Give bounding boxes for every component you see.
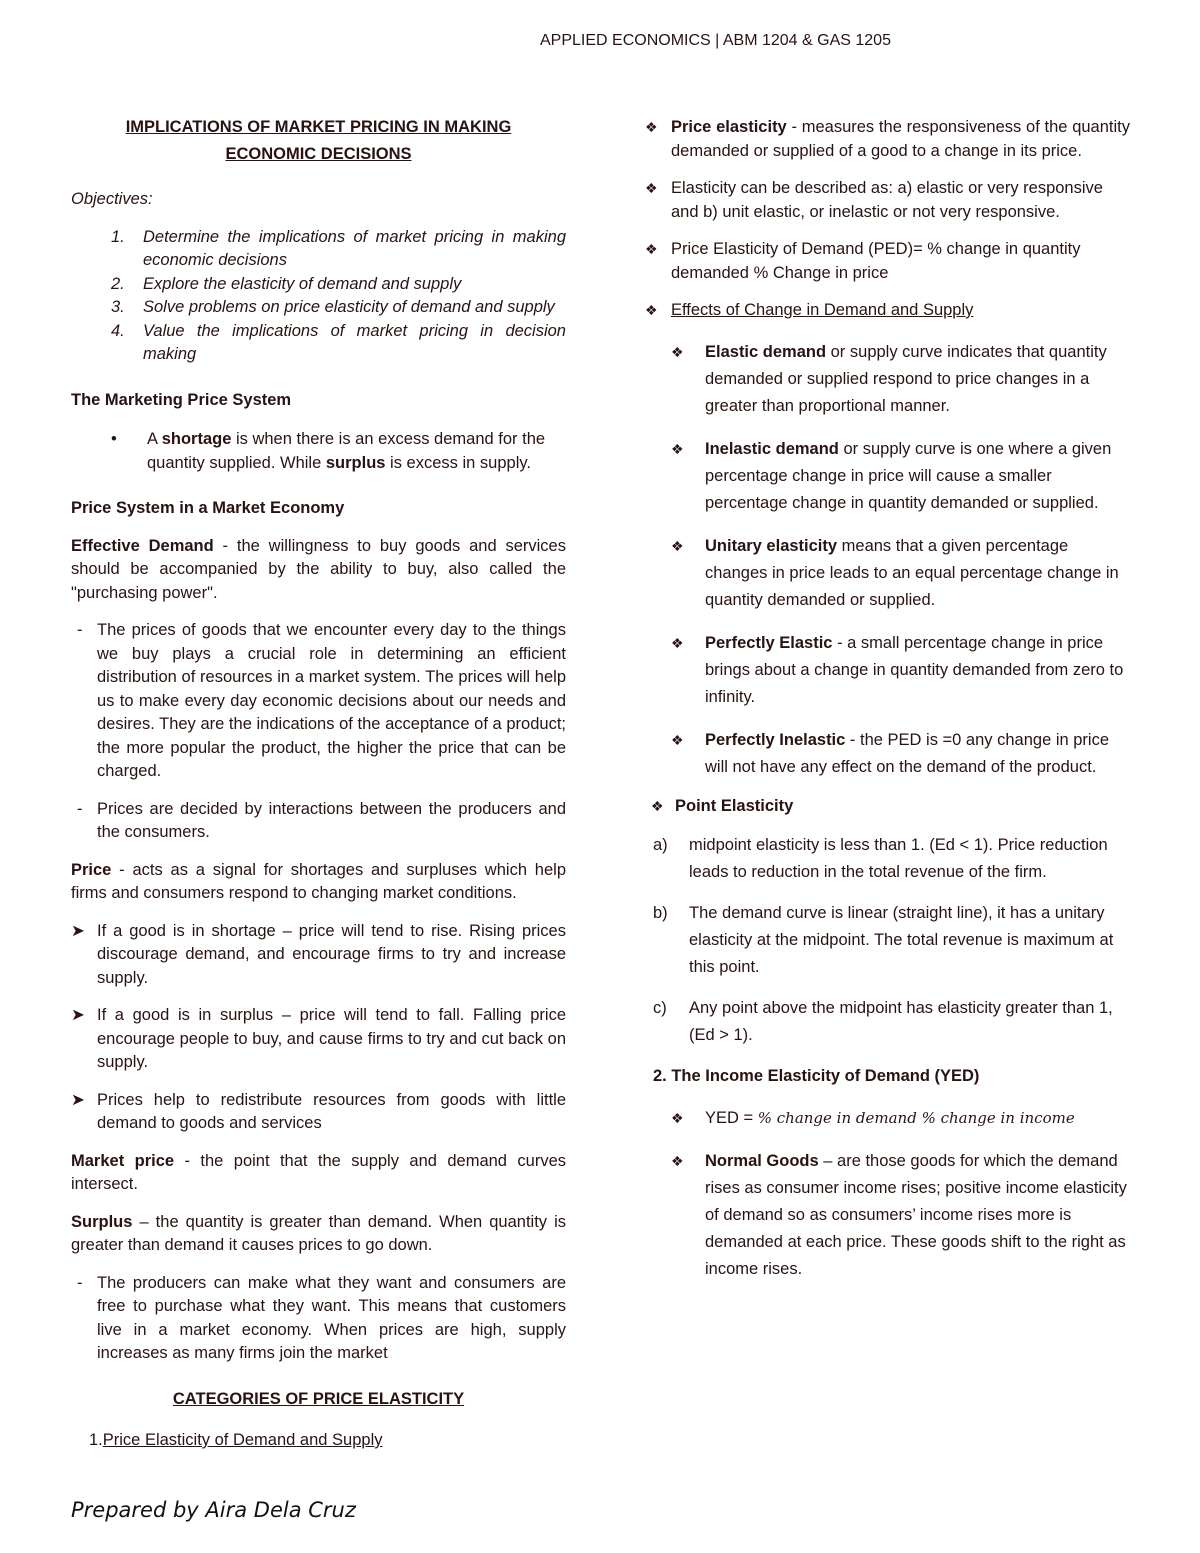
list-item: ❖ Inelastic demand or supply curve is one where a given percentage change in price will cause a smaller percentage change in quantity demanded or supplied. — [645, 436, 1130, 517]
list-item: ❖ Price elasticity - measures the responsiveness of the quantity demanded or supplied of a good to a change in its price. — [645, 116, 1130, 163]
list-item: ❖ Perfectly Elastic - a small percentage change in price brings about a change in quantity demanded from zero to infinity. — [645, 630, 1130, 711]
arrow-icon: ➤ — [71, 921, 85, 940]
diamond-bullet-icon: ❖ — [671, 537, 684, 554]
list-item: 4. Value the implications of market pricing in decision making — [111, 321, 566, 363]
list-item: ❖ Elasticity can be described as: a) elastic or very responsive and b) unit elastic, or inelastic or not very responsive. — [645, 177, 1130, 224]
diamond-bullet-icon: ❖ — [645, 241, 658, 257]
diamond-bullet-icon: ❖ — [671, 440, 684, 457]
arrow-item: ➤ If a good is in shortage – price will tend to rise. Rising prices discourage demand, and encourage firms to try and increase supply. — [71, 920, 566, 991]
dash-item: - Prices are decided by interactions between the producers and the consumers. — [77, 799, 566, 841]
yed-heading: 2. The Income Elasticity of Demand (YED) — [653, 1067, 980, 1085]
diamond-bullet-icon: ❖ — [671, 1109, 684, 1126]
list-item: ❖ YED = % change in demand % change in income — [645, 1105, 1130, 1132]
diamond-bullet-icon: ❖ — [671, 731, 684, 748]
diamond-bullet-icon: ❖ — [645, 302, 658, 318]
list-item: 2. Explore the elasticity of demand and supply — [111, 274, 462, 293]
objectives-list — [71, 226, 566, 367]
list-item: ❖ Price Elasticity of Demand (PED)= % change in quantity demanded % Change in price — [645, 238, 1130, 285]
diamond-bullet-icon: ❖ — [645, 180, 658, 196]
right-column — [645, 114, 1130, 1283]
point-elasticity-heading: ❖ Point Elasticity — [645, 795, 1130, 819]
dash-item: - The producers can make what they want and consumers are free to purchase what they want. This means that customers live in a market economy. When prices are high, supply increases as many firms join the market — [77, 1273, 566, 1362]
arrow-icon: ➤ — [71, 1006, 85, 1024]
list-item: ❖ Effects of Change in Demand and Supply — [645, 299, 1130, 323]
shortage-bullet: • A shortage is when there is an excess demand for the quantity supplied. While surplus is excess in supply. — [71, 428, 566, 475]
diamond-bullet-icon: ❖ — [671, 343, 684, 360]
list-item: ❖ Perfectly Inelastic - the PED is =0 any change in price will not have any effect on the demand of the product. — [645, 727, 1130, 781]
doc-title: IMPLICATIONS OF MARKET PRICING IN MAKING ECONOMIC DECISIONS — [125, 118, 512, 163]
bullet-icon: • — [111, 430, 117, 448]
effective-demand-paragraph: Effective Demand - the willingness to buy goods and services should be accompanied by the ability to buy, also called the "purchasing power". — [71, 536, 566, 602]
list-item: ❖ Unitary elasticity means that a given percentage changes in price leads to an equal percentage change in quantity demanded or supplied. — [645, 533, 1130, 614]
market-price-paragraph: Market price - the point that the supply and demand curves intersect. — [71, 1151, 566, 1193]
list-item: 3. Solve problems on price elasticity of demand and supply — [111, 298, 555, 316]
arrow-item: ➤ Prices help to redistribute resources from goods with little demand to goods and services — [71, 1089, 566, 1136]
list-item: a) midpoint elasticity is less than 1. (Ed < 1). Price reduction leads to reduction in the total revenue of the firm. — [653, 836, 1108, 881]
prepared-by-footer: Prepared by Aira Dela Cruz — [71, 1498, 356, 1522]
list-item: 1. Determine the implications of market pricing in making economic decisions — [111, 227, 566, 269]
diamond-bullet-icon: ❖ — [671, 634, 684, 651]
diamond-bullet-icon: ❖ — [645, 119, 658, 135]
objectives-label: Objectives: — [71, 190, 153, 208]
section-1-heading: 1.Price Elasticity of Demand and Supply — [89, 1431, 383, 1449]
surplus-paragraph: Surplus – the quantity is greater than demand. When quantity is greater than demand it causes prices to go down. — [71, 1212, 566, 1254]
left-column — [71, 114, 566, 1453]
dash-item: - The prices of goods that we encounter every day to the things we buy plays a crucial role in determining an efficient distribution of resources in a market system. The prices will help us to make every day economic decisions about our needs and desires. They are the indications of the acceptance of a product; the more popular the product, the higher the price that can be charged. — [77, 621, 566, 780]
categories-heading: CATEGORIES OF PRICE ELASTICITY — [172, 1389, 465, 1408]
arrow-icon: ➤ — [71, 1090, 85, 1109]
diamond-bullet-icon: ❖ — [671, 1152, 684, 1169]
list-item: ❖ Normal Goods – are those goods for which the demand rises as consumer income rises; positive income elasticity of demand so as consumers’ income rises more is demanded at each price. These goods shift to the right as income rises. — [645, 1148, 1130, 1283]
list-item: c) Any point above the midpoint has elasticity greater than 1, (Ed > 1). — [653, 999, 1113, 1044]
list-item: ❖ Elastic demand or supply curve indicates that quantity demanded or supplied respond to price changes in a greater than proportional manner. — [645, 339, 1130, 420]
price-system-heading: Price System in a Market Economy — [71, 499, 345, 517]
diamond-bullet-icon: ❖ — [651, 797, 664, 814]
price-paragraph: Price - acts as a signal for shortages and surpluses which help firms and consumers respond to changing market conditions. — [71, 860, 566, 902]
arrow-item: ➤ If a good is in surplus – price will tend to fall. Falling price encourage people to buy, and cause firms to try and cut back on supply. — [71, 1004, 566, 1075]
page-header: APPLIED ECONOMICS | ABM 1204 & GAS 1205 — [540, 32, 891, 49]
list-item: b) The demand curve is linear (straight line), it has a unitary elasticity at the midpoint. The total revenue is maximum at this point. — [653, 904, 1114, 976]
marketing-heading: The Marketing Price System — [71, 390, 292, 409]
